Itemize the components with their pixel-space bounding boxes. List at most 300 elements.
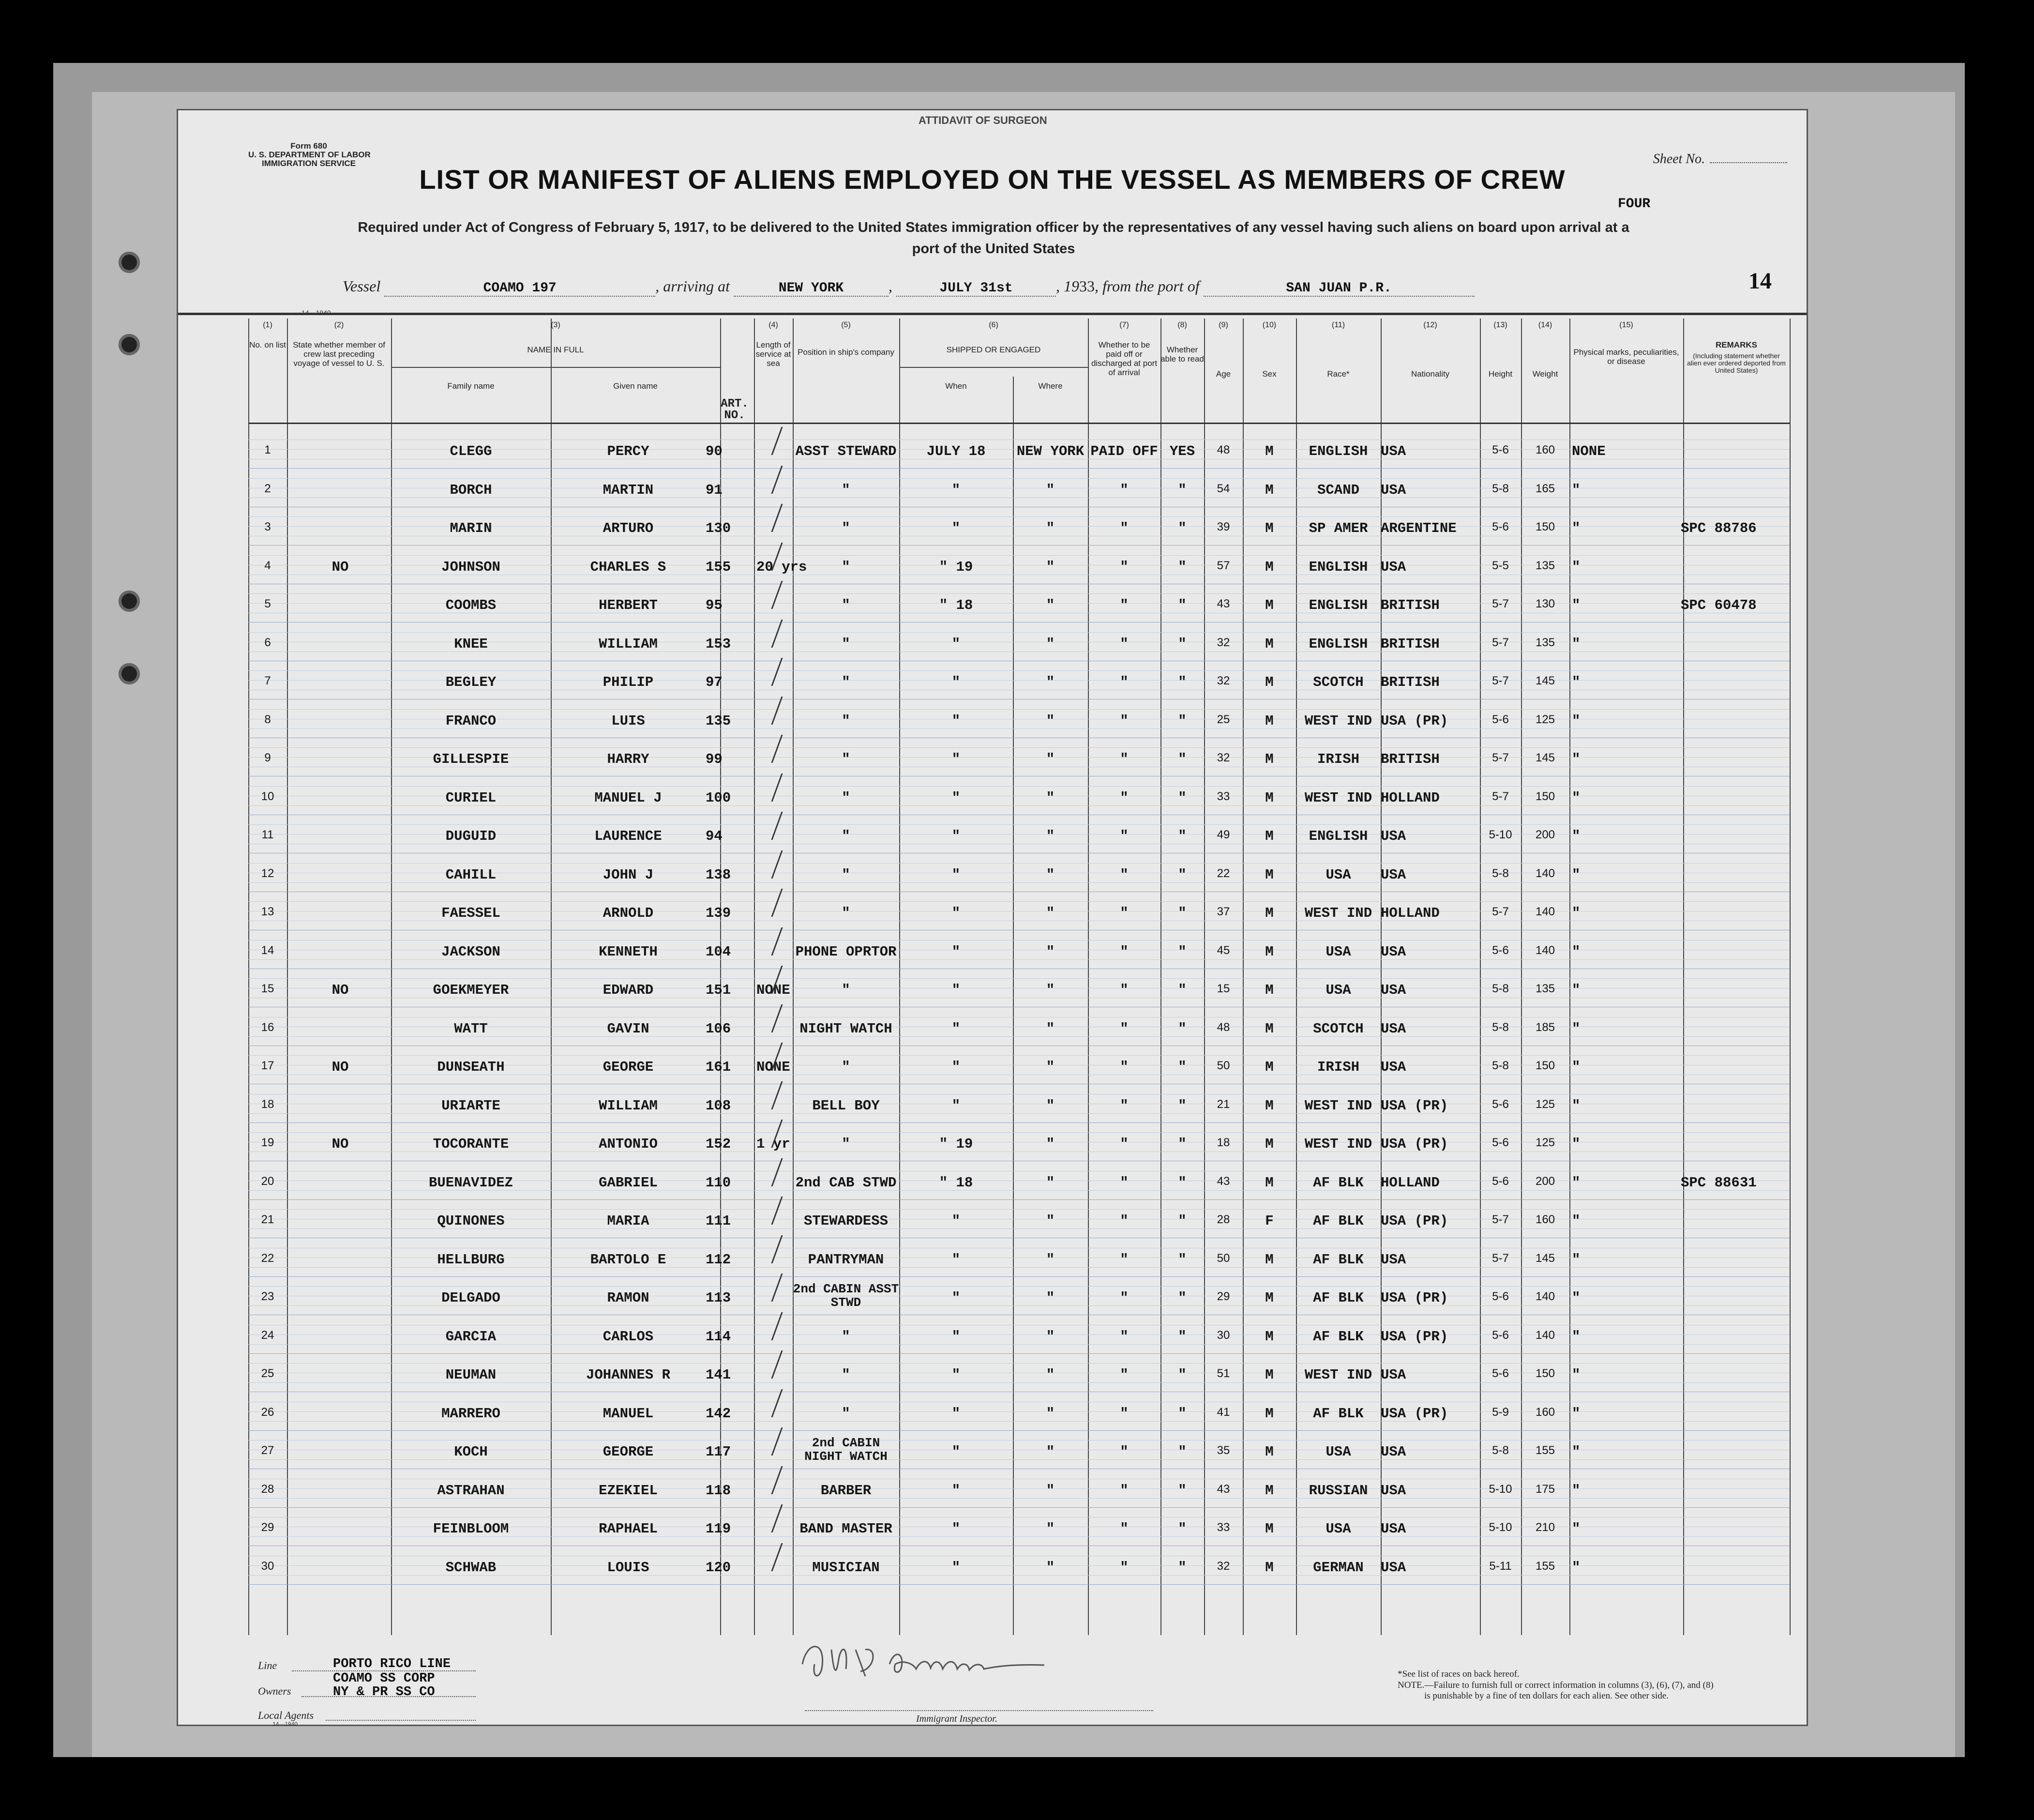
cell-nationality: USA (1381, 482, 1406, 498)
cell-age: 48 (1217, 443, 1230, 456)
cell-weight: 160 (1535, 1213, 1555, 1226)
arriving-label: , arriving at (655, 277, 730, 295)
cell-race: WEST IND (1304, 1136, 1372, 1152)
cell-given-name: JOHN J (603, 866, 654, 883)
table-row (248, 507, 1790, 546)
cell-art-no: 151 (706, 982, 731, 998)
cell-art-no: 100 (706, 789, 731, 806)
cell-shipped-when: " (951, 1290, 961, 1306)
header-sex: Sex (1262, 369, 1277, 379)
cell-paid-off: " (1120, 674, 1129, 690)
cell-age: 41 (1217, 1405, 1230, 1419)
cell-given-name: PHILIP (603, 674, 654, 690)
cell-sex: M (1265, 905, 1274, 921)
cell-art-no: 138 (706, 866, 731, 883)
cell-art-no: 108 (706, 1097, 731, 1114)
cell-physical-marks: " (1572, 1020, 1581, 1037)
cell-able-to-read: " (1178, 674, 1187, 690)
header-shipped: SHIPPED OR ENGAGED (946, 345, 1041, 354)
check-mark (758, 1158, 783, 1186)
cell-paid-off: " (1120, 559, 1129, 575)
cell-height: 5-8 (1492, 866, 1509, 880)
cell-paid-off: " (1120, 482, 1129, 498)
cell-weight: 155 (1535, 1444, 1555, 1457)
cell-family-name: KNEE (454, 636, 488, 652)
colnum-11: (11) (1331, 321, 1345, 329)
header-remarks: REMARKS (1716, 340, 1757, 349)
cell-art-no: 91 (706, 482, 723, 498)
cell-shipped-when: JULY 18 (926, 443, 986, 459)
cell-row-number: 19 (261, 1136, 274, 1149)
cell-family-name: FAESSEL (441, 905, 500, 921)
cell-given-name: KENNETH (599, 943, 658, 960)
cell-sex: M (1265, 1559, 1274, 1576)
cell-height: 5-5 (1492, 559, 1509, 572)
cell-height: 5-10 (1489, 1482, 1512, 1496)
cell-prev-voyage: NO (331, 1059, 349, 1075)
cell-paid-off: " (1120, 520, 1129, 536)
cell-height: 5-7 (1492, 597, 1509, 610)
cell-given-name: ARNOLD (603, 905, 654, 921)
cell-sex: M (1265, 1020, 1274, 1037)
header-family: Family name (447, 381, 495, 391)
header-weight: Weight (1532, 369, 1558, 379)
cell-row-number: 6 (264, 636, 271, 649)
cell-age: 50 (1217, 1059, 1230, 1072)
cell-age: 57 (1217, 559, 1230, 572)
cell-age: 49 (1217, 828, 1230, 841)
cell-art-no: 130 (706, 520, 731, 536)
cell-family-name: WATT (454, 1020, 488, 1037)
cell-given-name: HERBERT (599, 597, 658, 613)
cell-shipped-when: " (951, 1059, 961, 1075)
cell-nationality: USA (1381, 1251, 1406, 1268)
cell-sex: M (1265, 1251, 1274, 1268)
footer (248, 1638, 1790, 1728)
check-mark (758, 1350, 783, 1379)
note-races: *See list of races on back hereof. (1398, 1669, 1520, 1679)
cell-race: WEST IND (1304, 789, 1372, 806)
cell-able-to-read: " (1178, 866, 1187, 883)
cell-race: SCOTCH (1313, 1020, 1364, 1037)
cell-family-name: DUNSEATH (437, 1059, 505, 1075)
cell-able-to-read: " (1178, 713, 1187, 729)
cell-row-number: 29 (261, 1521, 274, 1534)
cell-weight: 140 (1535, 943, 1555, 957)
check-mark (758, 1427, 783, 1456)
table-row (248, 1122, 1790, 1161)
colnum-15: (15) (1619, 321, 1633, 329)
cell-family-name: GOEKMEYER (433, 982, 509, 998)
cell-given-name: GABRIEL (599, 1174, 658, 1191)
cell-race: USA (1326, 866, 1351, 883)
colnum-1: (1) (263, 321, 272, 329)
cell-nationality: USA (1381, 1059, 1406, 1075)
cell-row-number: 28 (261, 1482, 274, 1496)
cell-paid-off: " (1120, 789, 1129, 806)
cell-position: " (842, 636, 850, 652)
from-label: , from the port of (1094, 277, 1200, 295)
header-position: Position in ship's company (798, 348, 894, 357)
header-service: Length of service at sea (755, 340, 791, 368)
cell-height: 5-6 (1492, 1174, 1509, 1188)
colnum-10: (10) (1262, 321, 1277, 329)
cell-length-of-service: NONE (756, 982, 790, 998)
cell-race: AF BLK (1313, 1328, 1364, 1345)
cell-race: AF BLK (1313, 1251, 1364, 1268)
cell-given-name: GAVIN (607, 1020, 649, 1037)
page-title: LIST OR MANIFEST OF ALIENS EMPLOYED ON THE VESSEL AS MEMBERS OF CREW (419, 164, 1566, 195)
table-row (248, 1430, 1790, 1469)
header-given: Given name (613, 381, 658, 391)
header-race: Race* (1327, 369, 1350, 379)
cell-able-to-read: YES (1169, 443, 1195, 459)
cell-paid-off: " (1120, 1521, 1129, 1537)
cell-nationality: HOLLAND (1381, 905, 1440, 921)
cell-nationality: USA (PR) (1381, 1136, 1448, 1152)
cell-able-to-read: " (1178, 1328, 1187, 1345)
cell-shipped-where: " (1046, 520, 1055, 536)
cell-sex: M (1265, 1059, 1274, 1075)
cell-family-name: MARIN (450, 520, 492, 536)
cell-age: 28 (1217, 1213, 1230, 1226)
cell-able-to-read: " (1178, 1367, 1187, 1383)
cell-family-name: NEUMAN (445, 1367, 497, 1383)
colnum-14: (14) (1538, 321, 1552, 329)
header-where: Where (1038, 381, 1063, 391)
colnum-6: (6) (989, 321, 998, 329)
cell-paid-off: " (1120, 1559, 1129, 1576)
cell-weight: 140 (1535, 866, 1555, 880)
cell-prev-voyage: NO (331, 559, 349, 575)
cell-able-to-read: " (1178, 597, 1187, 613)
note-failure: NOTE.—Failure to furnish full or correct information in columns (3), (6), (7), and (8) (1398, 1680, 1714, 1690)
vessel-label: Vessel (343, 277, 381, 295)
cell-art-no: 112 (706, 1251, 731, 1268)
cell-given-name: CHARLES S (590, 559, 666, 575)
table-row (248, 815, 1790, 853)
cell-height: 5-7 (1492, 636, 1509, 649)
cell-position: " (842, 520, 850, 536)
cell-position: " (842, 866, 850, 883)
cell-able-to-read: " (1178, 482, 1187, 498)
cell-paid-off: " (1120, 1290, 1129, 1306)
table-row (248, 1392, 1790, 1431)
check-mark (758, 1543, 783, 1571)
cell-art-no: 117 (706, 1444, 731, 1460)
cell-remarks: SPC 60478 (1681, 597, 1757, 613)
cell-row-number: 8 (264, 713, 271, 726)
cell-nationality: USA (1381, 559, 1406, 575)
arrival-year: 33 (1079, 277, 1095, 295)
cell-age: 29 (1217, 1290, 1230, 1303)
cell-given-name: PERCY (607, 443, 649, 459)
table-row (248, 1469, 1790, 1508)
header-remarks-sub: (Including statement whether alien ever ordered deported from United States) (1687, 352, 1786, 374)
table-row (248, 930, 1790, 969)
cell-given-name: RAMON (607, 1290, 649, 1306)
cell-paid-off: " (1120, 636, 1129, 652)
cell-physical-marks: NONE (1572, 443, 1606, 459)
cell-sex: M (1265, 597, 1274, 613)
cell-nationality: USA (1381, 866, 1406, 883)
cell-physical-marks: " (1572, 1367, 1581, 1383)
table-row (248, 661, 1790, 699)
cell-age: 54 (1217, 482, 1230, 495)
header-prev-voyage: State whether member of crew last preceding voyage of vessel to U. S. (293, 340, 385, 368)
cell-able-to-read: " (1178, 636, 1187, 652)
cell-paid-off: " (1120, 751, 1129, 767)
cell-race: SP AMER (1309, 520, 1368, 536)
cell-art-no: 113 (706, 1290, 731, 1306)
cell-able-to-read: " (1178, 520, 1187, 536)
cell-physical-marks: " (1572, 789, 1581, 806)
cell-family-name: HELLBURG (437, 1251, 505, 1268)
cell-weight: 200 (1535, 828, 1555, 841)
cell-weight: 135 (1535, 636, 1555, 649)
cell-shipped-when: " (951, 1097, 961, 1114)
cell-shipped-where: " (1046, 1020, 1055, 1037)
cell-height: 5-8 (1492, 482, 1509, 495)
cell-position: BELL BOY (812, 1097, 880, 1114)
colnum-7: (7) (1119, 321, 1129, 329)
colnum-12: (12) (1423, 321, 1437, 329)
cell-race: AF BLK (1313, 1213, 1364, 1229)
cell-shipped-when: " 18 (939, 1174, 973, 1191)
cell-shipped-when: " (951, 713, 961, 729)
colnum-5: (5) (841, 321, 851, 329)
cell-height: 5-6 (1492, 520, 1509, 533)
cell-position: NIGHT WATCH (799, 1020, 892, 1037)
cell-nationality: USA (1381, 1020, 1406, 1037)
cell-physical-marks: " (1572, 1328, 1581, 1345)
cell-family-name: GARCIA (445, 1328, 497, 1345)
cell-able-to-read: " (1178, 1521, 1187, 1537)
cell-given-name: LAURENCE (594, 828, 662, 844)
cell-family-name: KOCH (454, 1444, 488, 1460)
cell-shipped-when: " (951, 1251, 961, 1268)
cell-physical-marks: " (1572, 482, 1581, 498)
cell-row-number: 14 (261, 943, 274, 957)
cell-family-name: CURIEL (445, 789, 497, 806)
cell-physical-marks: " (1572, 905, 1581, 921)
cell-race: WEST IND (1304, 1367, 1372, 1383)
table-row (248, 1238, 1790, 1277)
arrival-port: NEW YORK (734, 281, 889, 297)
cell-race: USA (1326, 1444, 1351, 1460)
binder-hole (119, 334, 140, 355)
cell-weight: 140 (1535, 1328, 1555, 1342)
check-mark (758, 1081, 783, 1109)
cell-shipped-where: " (1046, 1559, 1055, 1576)
check-mark (758, 658, 783, 686)
cell-position: PHONE OPRTOR (795, 943, 897, 960)
cell-weight: 130 (1535, 597, 1555, 610)
agents-label: Local Agents (258, 1709, 314, 1721)
cell-shipped-where: " (1046, 559, 1055, 575)
cell-given-name: LOUIS (607, 1559, 649, 1576)
header-read: Whether able to read (1160, 345, 1204, 364)
header-when: When (945, 381, 967, 391)
cell-weight: 135 (1535, 559, 1555, 572)
cell-position: BARBER (820, 1482, 872, 1499)
cell-sex: M (1265, 559, 1274, 575)
cell-paid-off: " (1120, 1251, 1129, 1268)
cell-able-to-read: " (1178, 1559, 1187, 1576)
owners-value-1: COAMO SS CORP (333, 1671, 435, 1686)
cell-family-name: URIARTE (441, 1097, 500, 1114)
cell-position: " (842, 482, 850, 498)
cell-able-to-read: " (1178, 1251, 1187, 1268)
cell-paid-off: " (1120, 1174, 1129, 1191)
cell-paid-off: " (1120, 1367, 1129, 1383)
cell-physical-marks: " (1572, 713, 1581, 729)
cell-sex: M (1265, 751, 1274, 767)
table-row (248, 469, 1790, 507)
check-mark (758, 774, 783, 802)
cell-sex: M (1265, 828, 1274, 844)
table-row (248, 853, 1790, 892)
cell-race: USA (1326, 1521, 1351, 1537)
cell-physical-marks: " (1572, 1290, 1581, 1306)
arrival-date: JULY 31st (896, 281, 1056, 297)
cell-age: 43 (1217, 1174, 1230, 1188)
sheet-no (1653, 152, 1787, 167)
table-row (248, 738, 1790, 776)
cell-able-to-read: " (1178, 1097, 1187, 1114)
footer-form-code: 14—1940 (272, 1721, 298, 1728)
cell-art-no: 152 (706, 1136, 731, 1152)
cell-sex: M (1265, 520, 1274, 536)
cell-able-to-read: " (1178, 1290, 1187, 1306)
check-mark (758, 735, 783, 763)
cell-race: ENGLISH (1309, 559, 1368, 575)
cell-shipped-where: " (1046, 943, 1055, 960)
cell-family-name: CLEGG (450, 443, 492, 459)
manifest-table (248, 318, 1790, 1635)
colnum-9: (9) (1219, 321, 1228, 329)
sheet-number: 14 (1748, 268, 1772, 294)
cell-row-number: 1 (264, 443, 271, 456)
check-mark (758, 697, 783, 725)
cell-paid-off: " (1120, 713, 1129, 729)
cell-physical-marks: " (1572, 1559, 1581, 1576)
cell-weight: 165 (1535, 482, 1555, 495)
cell-nationality: USA (1381, 828, 1406, 844)
table-row (248, 1353, 1790, 1392)
cell-position: " (842, 597, 850, 613)
cell-given-name: MANUEL J (594, 789, 662, 806)
cell-height: 5-10 (1489, 1521, 1512, 1534)
cell-sex: M (1265, 1136, 1274, 1152)
cell-row-number: 12 (261, 866, 274, 880)
cell-row-number: 2 (264, 482, 271, 495)
cell-family-name: DELGADO (441, 1290, 500, 1306)
cell-age: 51 (1217, 1367, 1230, 1380)
cell-row-number: 18 (261, 1097, 274, 1111)
cell-age: 45 (1217, 943, 1230, 957)
cell-row-number: 11 (261, 828, 274, 841)
colnum-8: (8) (1177, 321, 1187, 329)
cell-family-name: CAHILL (445, 866, 497, 883)
cell-length-of-service: 1 yr (756, 1136, 790, 1152)
cell-height: 5-6 (1492, 1328, 1509, 1342)
cell-sex: M (1265, 636, 1274, 652)
cell-age: 30 (1217, 1328, 1230, 1342)
cell-nationality: USA (PR) (1381, 1405, 1448, 1422)
cell-age: 25 (1217, 713, 1230, 726)
table-row (248, 1161, 1790, 1200)
cell-shipped-when: " (951, 1405, 961, 1422)
cell-paid-off: " (1120, 1405, 1129, 1422)
cell-nationality: USA (1381, 943, 1406, 960)
service: IMMIGRATION SERVICE (262, 159, 356, 168)
cell-shipped-when: " (951, 674, 961, 690)
cell-race: ENGLISH (1309, 597, 1368, 613)
header-name: NAME IN FULL (527, 345, 584, 354)
cell-shipped-when: " (951, 1367, 961, 1383)
check-mark (758, 466, 783, 494)
check-mark (758, 581, 783, 609)
cell-length-of-service: NONE (756, 1059, 790, 1075)
cell-paid-off: " (1120, 943, 1129, 960)
vessel-name: COAMO 197 (384, 281, 655, 297)
table-row (248, 969, 1790, 1007)
cell-family-name: DUGUID (445, 828, 497, 844)
cell-age: 18 (1217, 1136, 1230, 1149)
cell-weight: 210 (1535, 1521, 1555, 1534)
cell-shipped-when: " (951, 1444, 961, 1460)
cell-age: 35 (1217, 1444, 1230, 1457)
cell-family-name: FEINBLOOM (433, 1521, 509, 1537)
cell-shipped-where: " (1046, 1136, 1055, 1152)
cell-weight: 150 (1535, 1059, 1555, 1072)
cell-race: IRISH (1317, 1059, 1359, 1075)
cell-race: GERMAN (1313, 1559, 1364, 1576)
cell-shipped-when: " (951, 943, 961, 960)
cell-row-number: 21 (261, 1213, 274, 1226)
cell-family-name: ASTRAHAN (437, 1482, 505, 1499)
cell-given-name: LUIS (611, 713, 645, 729)
cell-art-no: 114 (706, 1328, 731, 1345)
table-row (248, 892, 1790, 930)
cell-physical-marks: " (1572, 674, 1581, 690)
cell-family-name: TOCORANTE (433, 1136, 509, 1152)
check-mark (758, 1466, 783, 1494)
check-mark (758, 850, 783, 879)
cell-height: 5-6 (1492, 1367, 1509, 1380)
cell-physical-marks: " (1572, 1405, 1581, 1422)
cell-shipped-when: " (951, 1020, 961, 1037)
cell-paid-off: " (1120, 1136, 1129, 1152)
cell-height: 5-6 (1492, 443, 1509, 456)
cell-row-number: 16 (261, 1020, 274, 1034)
cell-art-no: 97 (706, 674, 723, 690)
cell-race: USA (1326, 943, 1351, 960)
cell-physical-marks: " (1572, 1251, 1581, 1268)
cell-sex: M (1265, 1367, 1274, 1383)
cell-art-no: 118 (706, 1482, 731, 1499)
cell-shipped-when: " (951, 1482, 961, 1499)
cell-able-to-read: " (1178, 828, 1187, 844)
cell-age: 32 (1217, 751, 1230, 764)
cell-race: USA (1326, 982, 1351, 998)
cell-art-no: 161 (706, 1059, 731, 1075)
cell-position: " (842, 713, 850, 729)
cell-position: 2nd CAB STWD (795, 1174, 897, 1191)
cell-nationality: BRITISH (1381, 636, 1440, 652)
cell-shipped-when: " 19 (939, 1136, 973, 1152)
